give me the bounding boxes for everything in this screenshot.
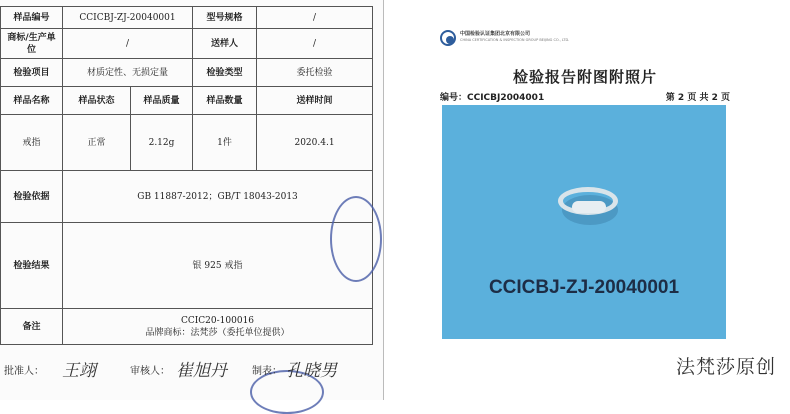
photo-attachment-page <box>420 8 750 353</box>
test-report-table-page <box>0 0 384 400</box>
preparer-signature: 孔晓男 <box>286 361 337 381</box>
table-row <box>1 87 373 115</box>
table-row <box>1 29 373 59</box>
basis-label: 检验依据 <box>1 171 63 223</box>
official-seal-right <box>330 196 382 282</box>
brand-label: 商标/生产单位 <box>1 29 63 59</box>
sample-state-value: 正常 <box>63 115 131 171</box>
test-type-value: 委托检验 <box>257 59 373 87</box>
reviewer-signature: 崔旭丹 <box>176 361 227 381</box>
sample-qty-value: 1件 <box>193 115 257 171</box>
page-divider <box>383 0 384 400</box>
table-row <box>1 59 373 87</box>
sender-value: / <box>257 29 373 59</box>
model-label: 型号规格 <box>193 7 257 29</box>
sample-mass-label: 样品质量 <box>131 87 193 115</box>
table-row <box>1 309 373 345</box>
brand-caption: 法梵莎原创 <box>675 356 776 378</box>
result-label: 检验结果 <box>1 223 63 309</box>
signature-row <box>4 356 384 382</box>
sample-mass-value: 2.12g <box>131 115 193 171</box>
photo-sample-code: CCICBJ-ZJ-20040001 <box>488 277 680 298</box>
model-value: / <box>257 7 373 29</box>
org-name-en: CHINA CERTIFICATION & INSPECTION GROUP BEIJING CO., LTD. <box>460 38 570 42</box>
table-row <box>1 171 373 223</box>
test-type-label: 检验类型 <box>193 59 257 87</box>
brand-value: / <box>63 29 193 59</box>
sender-label: 送样人 <box>193 29 257 59</box>
result-value: 银 925 戒指 <box>63 223 373 309</box>
test-item-value: 材质定性、无损定量 <box>63 59 193 87</box>
sample-date-value: 2020.4.1 <box>257 115 373 171</box>
report-table <box>0 6 373 345</box>
sample-no-label: 样品编号 <box>1 7 63 29</box>
note-value <box>63 309 373 345</box>
note-label: 备注 <box>1 309 63 345</box>
approver-signature: 王翊 <box>62 361 96 381</box>
ccic-logo-icon <box>440 30 456 46</box>
sample-name-label: 样品名称 <box>1 87 63 115</box>
page-indicator: 第 2 页 共 2 页 <box>665 93 730 103</box>
table-row <box>1 7 373 29</box>
sample-date-label: 送样时间 <box>257 87 373 115</box>
ring-band-front <box>572 201 606 213</box>
preparer-label: 制表： <box>252 366 282 377</box>
page-title: 检验报告附图附照片 <box>512 68 657 86</box>
report-number: 编号：CCICBJ2004001 <box>440 93 545 103</box>
sample-qty-label: 样品数量 <box>193 87 257 115</box>
approver-label: 批准人： <box>4 366 44 377</box>
basis-value: GB 11887-2012；GB/T 18043-2013 <box>63 171 373 223</box>
test-item-label: 检验项目 <box>1 59 63 87</box>
ring-photo <box>442 105 726 339</box>
table-row <box>1 223 373 309</box>
org-name: 中国检验认证集团北京有限公司 <box>460 31 531 37</box>
table-row <box>1 115 373 171</box>
reviewer-label: 审核人： <box>130 366 170 377</box>
sample-state-label: 样品状态 <box>63 87 131 115</box>
note-line-1: CCIC20-100016 <box>180 315 255 326</box>
sample-no-value: CCICBJ-ZJ-20040001 <box>63 7 193 29</box>
note-line-2: 品牌商标：法梵莎（委托单位提供） <box>145 327 290 338</box>
sample-name-value: 戒指 <box>1 115 63 171</box>
